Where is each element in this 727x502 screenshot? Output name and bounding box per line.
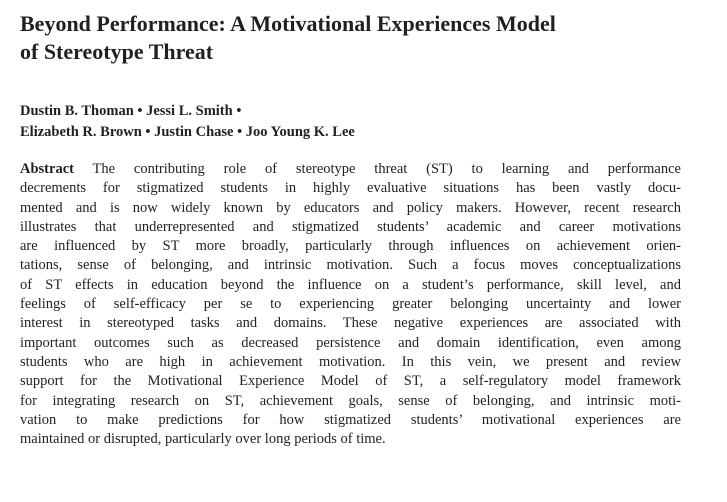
abstract-line: are influenced by ST more broadly, particularly through influences on achievement orien- bbox=[20, 238, 681, 255]
author-line-1: Dustin B. Thoman • Jessi L. Smith • bbox=[20, 103, 242, 119]
author-list bbox=[20, 101, 710, 143]
paper-title bbox=[20, 10, 710, 66]
abstract-line: mented and is now widely known by educators and policy makers. However, recent research bbox=[20, 199, 681, 216]
abstract-line: for integrating research on ST, achievement goals, sense of belonging, and intrinsic moti- bbox=[20, 392, 681, 409]
abstract-line: tations, sense of belonging, and intrinsic motivation. Such a focus moves conceptualizations bbox=[20, 257, 681, 274]
abstract-line: interest in stereotyped tasks and domains. These negative experiences are associated with bbox=[20, 315, 681, 332]
title-line-1: Beyond Performance: A Motivational Experiences Model bbox=[20, 11, 556, 36]
author-line-2: Elizabeth R. Brown • Justin Chase • Joo Young K. Lee bbox=[20, 124, 355, 140]
abstract-first-line-text: The contributing role of stereotype threat (ST) to learning and performance bbox=[92, 161, 681, 177]
abstract-section bbox=[20, 160, 681, 449]
abstract-line: maintained or disrupted, particularly over long periods of time. bbox=[20, 431, 386, 448]
abstract-line: students who are high in achievement motivation. In this vein, we present and review bbox=[20, 353, 681, 370]
abstract-line: decrements for stigmatized students in highly evaluative situations has been vastly docu- bbox=[20, 180, 681, 197]
abstract-line: important outcomes such as decreased persistence and domain identification, even among bbox=[20, 334, 681, 351]
abstract-line: of ST effects in education beyond the influence on a student’s performance, skill level, and bbox=[20, 276, 681, 293]
abstract-line bbox=[20, 160, 681, 179]
abstract-line: feelings of self-efficacy per se to experiencing greater belonging uncertainty and lower bbox=[20, 296, 681, 313]
abstract-line: illustrates that underrepresented and stigmatized students’ academic and career motivations bbox=[20, 218, 681, 235]
abstract-line: vation to make predictions for how stigmatized students’ motivational experiences are bbox=[20, 411, 681, 428]
title-line-2: of Stereotype Threat bbox=[20, 39, 214, 64]
abstract-label: Abstract bbox=[20, 161, 74, 177]
abstract-line: support for the Motivational Experience Model of ST, a self-regulatory model framework bbox=[20, 373, 681, 390]
